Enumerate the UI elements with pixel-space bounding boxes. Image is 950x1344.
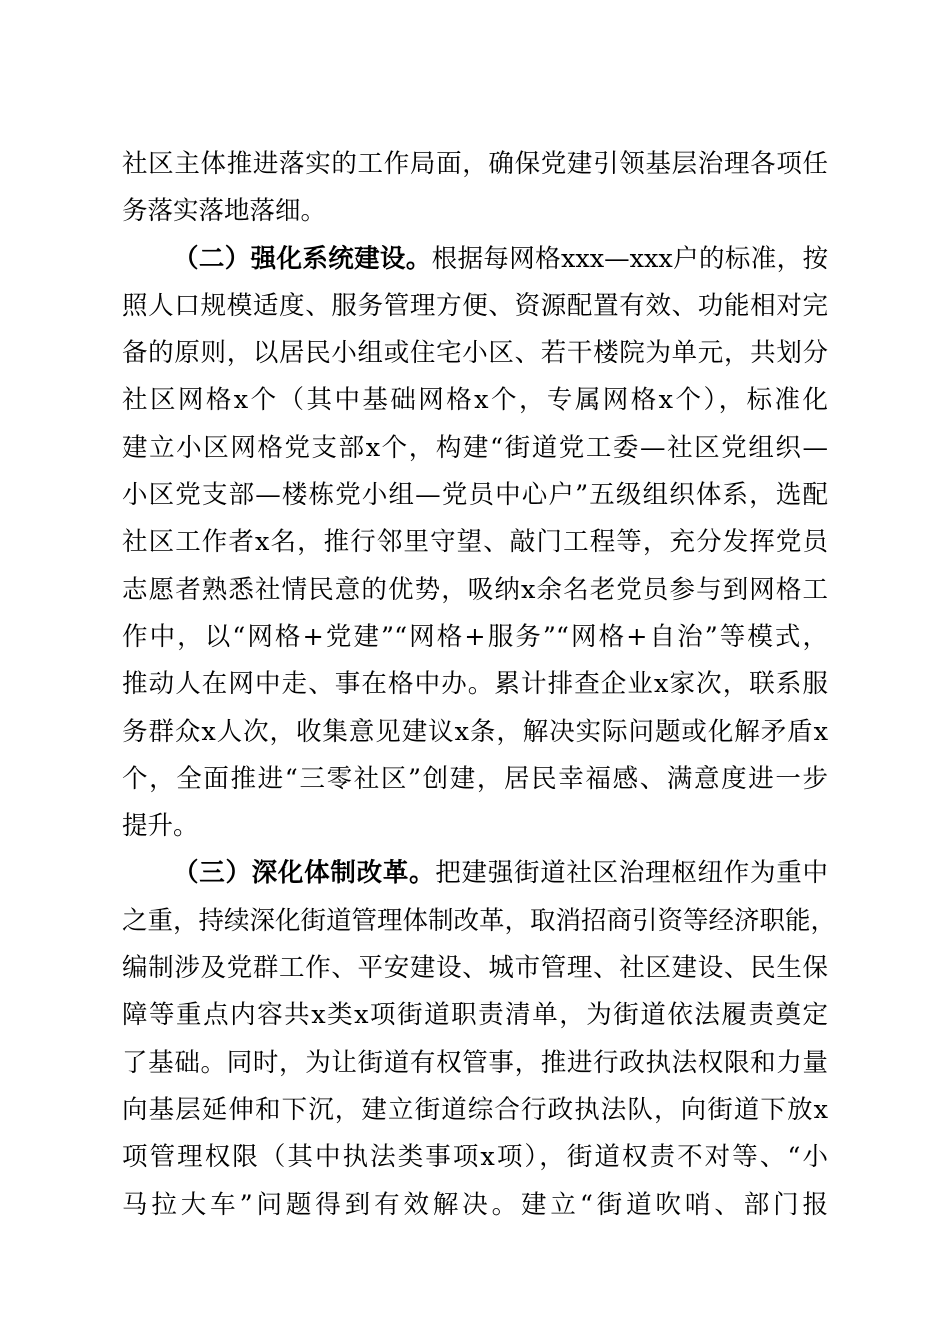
paragraph3-line-1 xyxy=(122,850,828,897)
paragraph2-line-1-text: 根据每网格xxx—xxx户的标准，按 xyxy=(431,243,828,274)
document-body xyxy=(122,141,837,1229)
paragraph2-line-13: 提升。 xyxy=(122,811,199,842)
paragraph3-heading: （三）深化体制改革。 xyxy=(173,858,436,889)
paragraph3-line-3: 编制涉及党群工作、平安建设、城市管理、社区建设、民生保 xyxy=(122,953,828,984)
paragraph3-line-8: 马拉大车”问题得到有效解决。建立“街道吹哨、部门报 xyxy=(122,1189,828,1220)
paragraph2-line-12: 个，全面推进“三零社区”创建，居民幸福感、满意度进一步 xyxy=(122,763,828,794)
paragraph3-line-7: 项管理权限（其中执法类事项x项），街道权责不对等、“小 xyxy=(122,1142,828,1173)
paragraph2-line-4: 社区网格x个（其中基础网格x个，专属网格x个），标准化 xyxy=(122,385,828,416)
paragraph3-line-5: 了基础。同时，为让街道有权管事，推进行政执法权限和力量 xyxy=(122,1047,828,1078)
paragraph3-line-6: 向基层延伸和下沉，建立街道综合行政执法队，向街道下放x xyxy=(122,1094,828,1125)
paragraph2-line-8: 志愿者熟悉社情民意的优势，吸纳x余名老党员参与到网格工 xyxy=(122,574,828,605)
paragraph2-heading: （二）强化系统建设。 xyxy=(173,243,432,274)
paragraph1-line-2: 务落实落地落细。 xyxy=(122,196,327,227)
paragraph2-line-3: 备的原则，以居民小组或住宅小区、若干楼院为单元，共划分 xyxy=(122,338,828,369)
paragraph2-line-5: 建立小区网格党支部x个，构建“街道党工委—社区党组织— xyxy=(122,432,828,463)
paragraph3-line-2: 之重，持续深化街道管理体制改革，取消招商引资等经济职能， xyxy=(122,905,837,936)
paragraph2-line-2: 照人口规模适度、服务管理方便、资源配置有效、功能相对完 xyxy=(122,290,828,321)
paragraph2-line-10: 推动人在网中走、事在格中办。累计排查企业x家次，联系服 xyxy=(122,669,828,700)
paragraph2-line-1 xyxy=(122,236,828,283)
paragraph3-line-1-text: 把建强街道社区治理枢纽作为重中 xyxy=(435,858,828,889)
paragraph3-line-4: 障等重点内容共x类x项街道职责清单，为街道依法履责奠定 xyxy=(122,1000,828,1031)
paragraph2-line-9: 作中，以“网格+党建”“网格+服务”“网格+自治”等模式， xyxy=(122,621,828,652)
paragraph2-line-6: 小区党支部—楼栋党小组—党员中心户”五级组织体系，选配 xyxy=(122,480,828,511)
paragraph2-line-7: 社区工作者x名，推行邻里守望、敲门工程等，充分发挥党员 xyxy=(122,527,828,558)
paragraph1-line-1: 社区主体推进落实的工作局面，确保党建引领基层治理各项任 xyxy=(122,149,828,179)
paragraph2-line-11: 务群众x人次，收集意见建议x条，解决实际问题或化解矛盾x xyxy=(122,716,828,747)
